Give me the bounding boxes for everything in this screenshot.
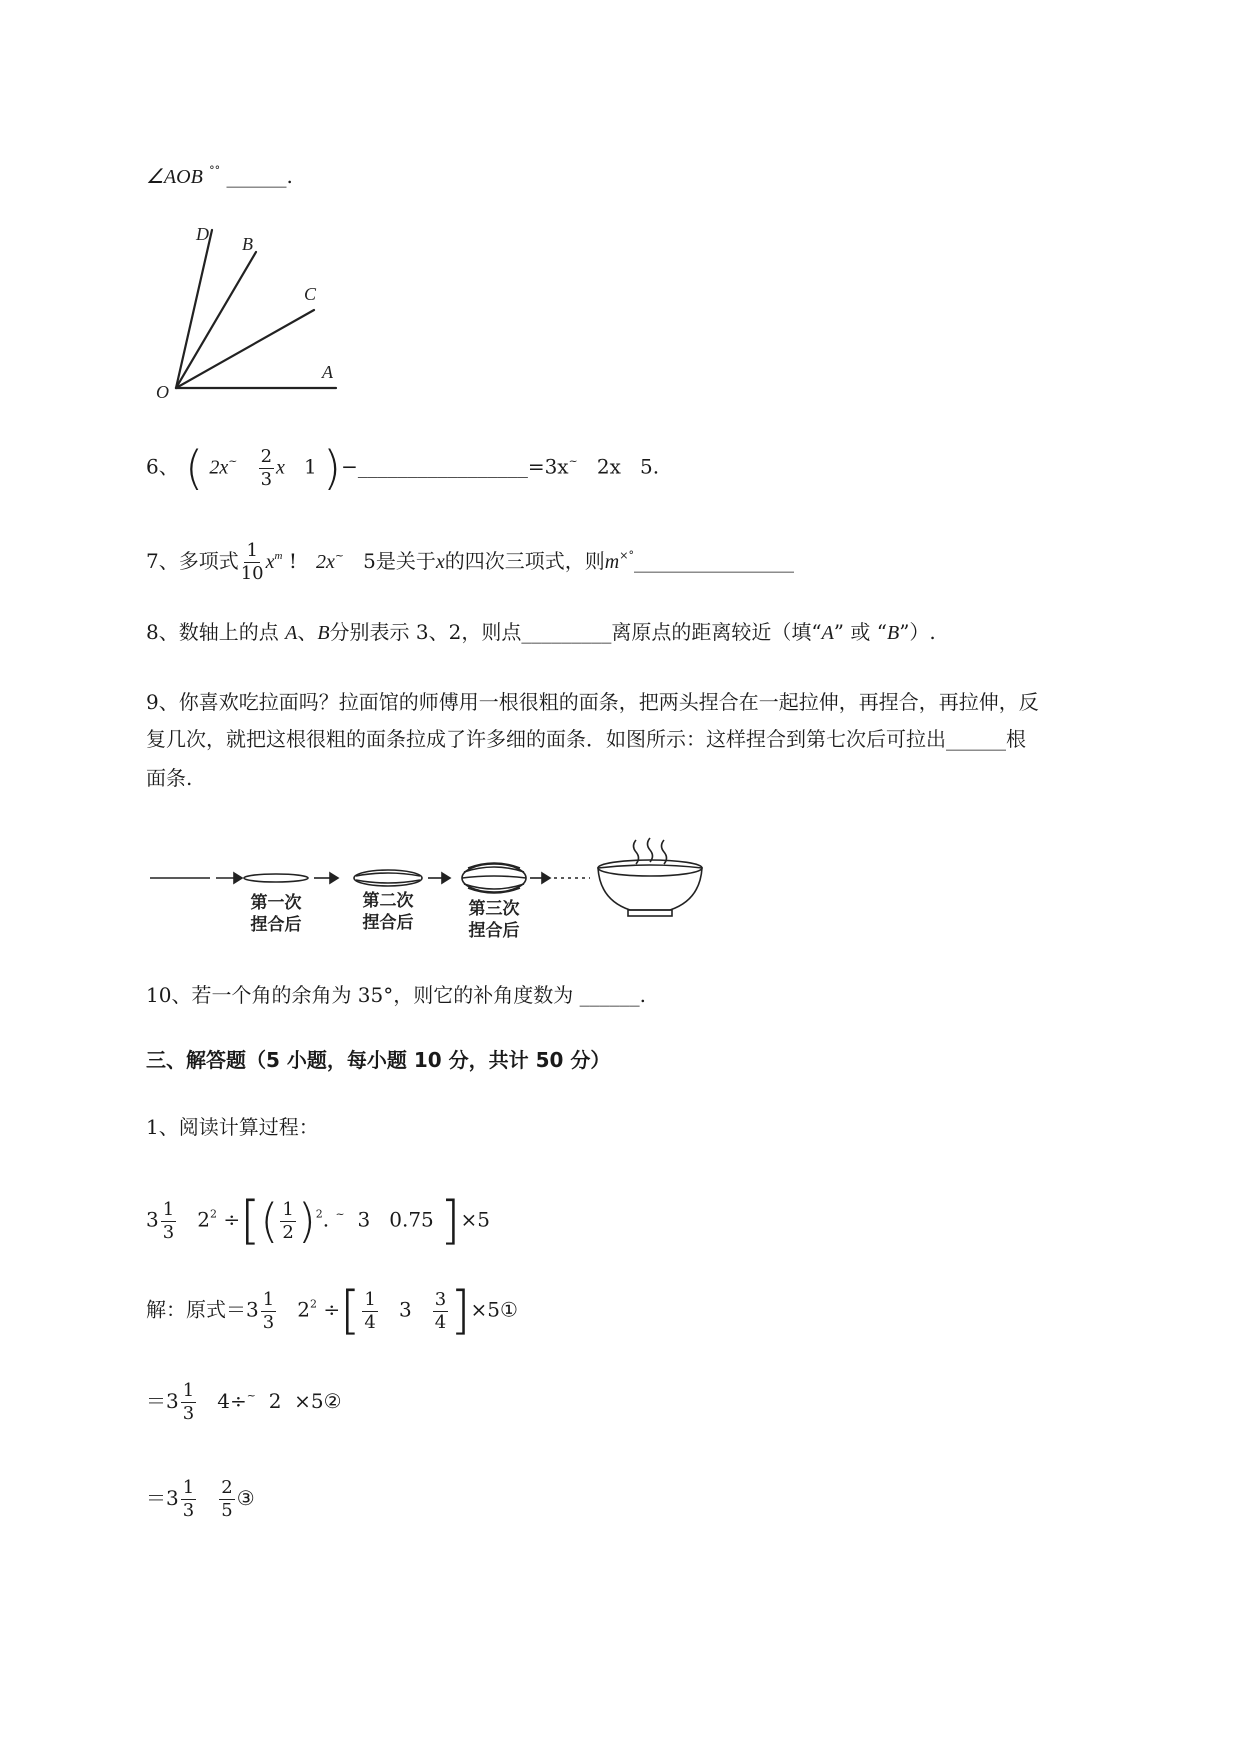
sol1-frac-quarter (362, 1289, 377, 1334)
expr1-dot: . (322, 1207, 330, 1232)
sol2-frac-den: 3 (182, 1403, 195, 1424)
q6-minus: − (341, 454, 358, 479)
expr1-three: 3 (357, 1207, 371, 1232)
sol2-lead: ＝3 (146, 1389, 179, 1413)
sol3-lead: ＝3 (146, 1486, 179, 1510)
q7-m: m (604, 551, 620, 573)
sol1-fraction (261, 1289, 276, 1334)
sol1-square-sup: 2 (310, 1297, 317, 1311)
sol1-tq-den: 4 (434, 1311, 447, 1333)
solution-line-2 (146, 1380, 342, 1425)
q6-term-a-sup: ~ (228, 454, 238, 468)
q7-blank: ________________ (633, 549, 794, 573)
q6-left-paren: ( (185, 441, 204, 495)
sol3-fraction-b (219, 1477, 234, 1522)
sol3-tail: ③ (236, 1486, 255, 1510)
q9-line2b: 根 (1006, 727, 1026, 751)
expr1-neg: ~ (335, 1207, 345, 1221)
arrow-3-head (442, 873, 450, 883)
noodle-step3-strands (462, 863, 526, 893)
q6-term-b: 2x (596, 454, 621, 479)
expression-1 (146, 1191, 490, 1251)
q7-x: x (265, 551, 275, 573)
q5-end: . (286, 164, 293, 188)
sol3-frac-num: 1 (182, 1477, 195, 1498)
q7-var: x (435, 551, 445, 573)
q8-text2: 分别表示 3、2，则点 (329, 620, 522, 644)
q7-mark: ×° (619, 549, 634, 562)
expr1-half-num: 1 (282, 1198, 294, 1220)
q6-eq: =3x (527, 454, 569, 479)
label-d: D (196, 224, 209, 244)
sol1-tq-num: 3 (434, 1288, 447, 1310)
step3-line1: 第三次 (468, 899, 520, 919)
expr1-square-sup: 2 (210, 1207, 217, 1221)
q5-blank: ______ (226, 164, 287, 188)
sol1-frac-den: 3 (262, 1311, 275, 1333)
expr1-times5: ×5 (460, 1207, 490, 1232)
sol1-square: 2 (297, 1297, 310, 1322)
sol2-fraction (181, 1380, 196, 1425)
q8-option-a: A (821, 622, 834, 644)
sol2-mid: 4÷ (217, 1389, 247, 1413)
ray-ob (176, 252, 256, 388)
q7-term-b-sup: ~ (334, 549, 345, 562)
sol1-quarter-num: 1 (364, 1288, 376, 1310)
solution-line-1 (146, 1281, 518, 1341)
q10-end: . (639, 983, 646, 1007)
q6-eq-sup: ~ (568, 454, 578, 468)
sol1-quarter-den: 4 (364, 1311, 376, 1333)
q7-line (146, 540, 794, 585)
solution-line-3 (146, 1477, 255, 1522)
q6-number: 6、 (146, 454, 179, 479)
section-3-title: 三、解答题（5 小题，每小题 10 分，共计 50 分） (146, 1048, 611, 1072)
step3-line2: 捏合后 (468, 921, 520, 941)
step1-line1: 第一次 (250, 893, 302, 913)
q6-end: . (652, 454, 660, 479)
label-b: B (242, 234, 253, 254)
noodle-figure (150, 830, 710, 945)
q7-mid: ! (288, 549, 297, 573)
ray-oc (176, 310, 314, 388)
sol2-neg: ~ (246, 1389, 256, 1402)
p1-intro: 1、阅读计算过程： (146, 1115, 319, 1139)
label-c: C (304, 284, 317, 304)
q7-text-lead: 7、多项式 (146, 549, 239, 573)
expr1-decimal: 0.75 (389, 1207, 434, 1232)
q8-text4: ” 或 “ (833, 620, 887, 644)
sol1-div: ÷ (323, 1297, 341, 1322)
sol2-two: 2 (268, 1389, 282, 1413)
q6-term-a: 2x (209, 456, 229, 479)
q7-text2: 的四次三项式，则 (444, 549, 605, 573)
expr1-half-den: 2 (282, 1221, 294, 1243)
q6-right-paren: ) (323, 441, 342, 495)
q6-line (146, 441, 660, 495)
bowl-base (628, 910, 672, 916)
q8-text5: ”）. (899, 620, 936, 644)
expr1-frac-num: 1 (162, 1198, 175, 1220)
q10-text: 10、若一个角的余角为 35°，则它的补角度数为 (146, 983, 580, 1007)
label-o: O (156, 382, 169, 400)
bowl-rim (598, 860, 702, 876)
expr1-right-bracket: ] (440, 1191, 461, 1251)
arrow-2-head (330, 873, 338, 883)
sol1-right-bracket: ] (450, 1281, 471, 1341)
q9-blank: ______ (946, 727, 1006, 751)
q6-x: x (276, 456, 285, 479)
step2-line2: 捏合后 (362, 913, 414, 933)
q5-mark: °° (209, 164, 221, 177)
q9-line1: 9、你喜欢吃拉面吗？拉面馆的师傅用一根很粗的面条，把两头捏合在一起拉伸，再捏合，再拉伸，反 (146, 690, 1039, 714)
q7-term-b: 2x (315, 551, 335, 573)
q8-sep: 、 (297, 620, 318, 644)
bowl (598, 865, 702, 910)
q7-frac-den: 10 (240, 563, 264, 584)
expr1-left-bracket: [ (240, 1191, 261, 1251)
sol3-fracb-den: 5 (221, 1500, 233, 1521)
q7-text1: 是关于 (375, 549, 436, 573)
q8-text3: 离原点的距离较近（填“ (611, 620, 822, 644)
q9-line3: 面条. (146, 766, 193, 790)
arrow-1-head (234, 873, 242, 883)
q10-blank: ______ (579, 983, 640, 1007)
q5-line (146, 156, 293, 192)
q7-const: 5 (363, 549, 376, 573)
expr1-square: 2 (197, 1207, 210, 1232)
q6-blank: _________________ (357, 454, 528, 479)
q6-fraction (259, 446, 274, 491)
sol1-left-bracket: [ (340, 1281, 361, 1341)
q7-x-sup: m (274, 550, 283, 562)
q8-point-a: A (285, 622, 298, 644)
noodle-step3 (462, 864, 526, 892)
expr1-frac-den: 3 (162, 1221, 175, 1243)
q8-line (146, 617, 936, 648)
ray-od (176, 230, 212, 388)
expr1-whole: 3 (146, 1207, 159, 1232)
sol1-whole: 3 (246, 1297, 259, 1322)
q8-text1: 8、数轴上的点 (146, 620, 279, 644)
q7-frac-num: 1 (246, 540, 258, 561)
arrow-4-head (542, 873, 550, 883)
q6-term-e: 5 (639, 454, 653, 479)
sol3-fraction (181, 1477, 196, 1522)
q6-const: 1 (304, 454, 317, 479)
noodle-step1 (244, 874, 308, 882)
label-a: A (322, 362, 333, 382)
angle-label: ∠AOB (146, 166, 203, 188)
expr1-right-paren: ) (297, 1194, 316, 1248)
step2-line1: 第二次 (362, 891, 414, 911)
noodle-step2-strands (356, 873, 420, 883)
sol1-tail: ×5① (470, 1297, 518, 1322)
q8-blank: _________ (521, 620, 612, 644)
q8-option-b: B (886, 622, 900, 644)
sol2-tail: ×5② (294, 1389, 342, 1413)
expr1-left-paren: ( (260, 1194, 279, 1248)
sol2-frac-num: 1 (182, 1380, 195, 1401)
q9-line2 (146, 724, 1026, 754)
expr1-fraction (161, 1199, 176, 1244)
q6-frac-den: 3 (260, 468, 273, 490)
sol1-frac-threequarter (433, 1289, 448, 1334)
expr1-div: ÷ (223, 1207, 241, 1232)
q7-fraction (241, 540, 264, 585)
q9-line2a: 复几次，就把这根很粗的面条拉成了许多细的面条．如图所示：这样捏合到第七次后可拉出 (146, 727, 946, 751)
expr1-half (280, 1199, 295, 1244)
step1-line2: 捏合后 (250, 915, 302, 935)
q10-line (146, 980, 646, 1010)
sol3-fracb-num: 2 (221, 1477, 233, 1498)
sol3-frac-den: 3 (182, 1500, 195, 1521)
angle-figure (150, 220, 350, 400)
sol1-label: 解：原式＝ (146, 1297, 246, 1322)
q8-point-b: B (317, 622, 330, 644)
sol1-frac-num: 1 (262, 1288, 275, 1310)
sol1-three: 3 (398, 1297, 412, 1322)
expr1-half-sup: 2 (315, 1207, 323, 1221)
q6-frac-num: 2 (260, 445, 273, 467)
